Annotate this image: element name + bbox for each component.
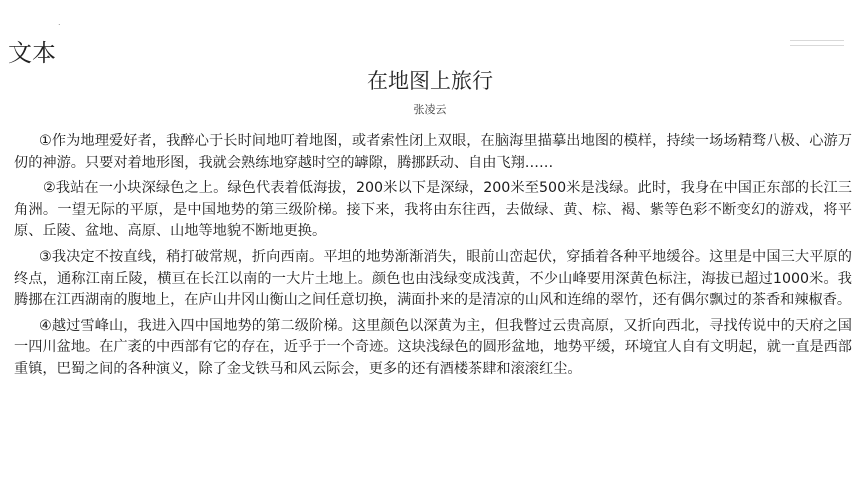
paragraph-3: ③我决定不按直线，稍打破常规，折向西南。平坦的地势渐渐消失，眼前山峦起伏，穿插着各种平地缓谷。这里是中国三大平原的终点，通称江南丘陵，横亘在长江以南的一大片土地上。颜色也由浅绿变成浅黄，不少山峰要用深黄色标注，海拔已超过1000米。我腾挪在江西湖南的腹地上，在庐山井冈山衡山之间任意切换，满面扑来的是清凉的山风和连绵的翠竹，还有偶尔飘过的茶香和辣椒香。 bbox=[14, 248, 852, 309]
divider-line bbox=[790, 40, 844, 41]
article-author: 张凌云 bbox=[413, 103, 447, 116]
paragraph-1: ①作为地理爱好者，我醉心于长时间地叮着地图，或者索性闭上双眼，在脑海里描摹出地图的模样，持续一场场精骛八极、心游万仞的神游。只要对着地形图，我就会熟练地穿越时空的罅隙，腾挪跃动、自由飞翔…… bbox=[14, 133, 852, 171]
article-body bbox=[14, 131, 852, 385]
paragraph-4: ④越过雪峰山，我进入四中国地势的第二级阶梯。这里颜色以深黄为主，但我瞥过云贵高原，又折向西北，寻找传说中的天府之国一四川盆地。在广袤的中西部有它的存在，近乎于一个奇迹。这块浅绿色的圆形盆地，地势平缓，环境宜人自有文明起，就一直是西部重镇，巴蜀之间的各种演义，除了金戈铁马和风云际会，更多的还有酒楼茶肆和滚滚红尘。 bbox=[14, 317, 852, 377]
corner-dot: . bbox=[58, 18, 61, 27]
paragraph-2: ②我站在一小块深绿色之上。绿色代表着低海拔，200米以下是深绿，200米至500米是浅绿。此时，我身在中国正东部的长江三角洲。一望无际的平原，是中国地势的第三级阶梯。接下来，我将由东往西，去做绿、黄、棕、褐、紫等色彩不断变幻的游戏，将平原、丘陵、盆地、高原、山地等地貌不断地更换。 bbox=[14, 180, 852, 240]
article-title: 在地图上旅行 bbox=[367, 69, 493, 93]
decorative-divider bbox=[790, 40, 844, 50]
divider-line bbox=[790, 45, 844, 46]
section-label: 文本 bbox=[8, 39, 56, 67]
